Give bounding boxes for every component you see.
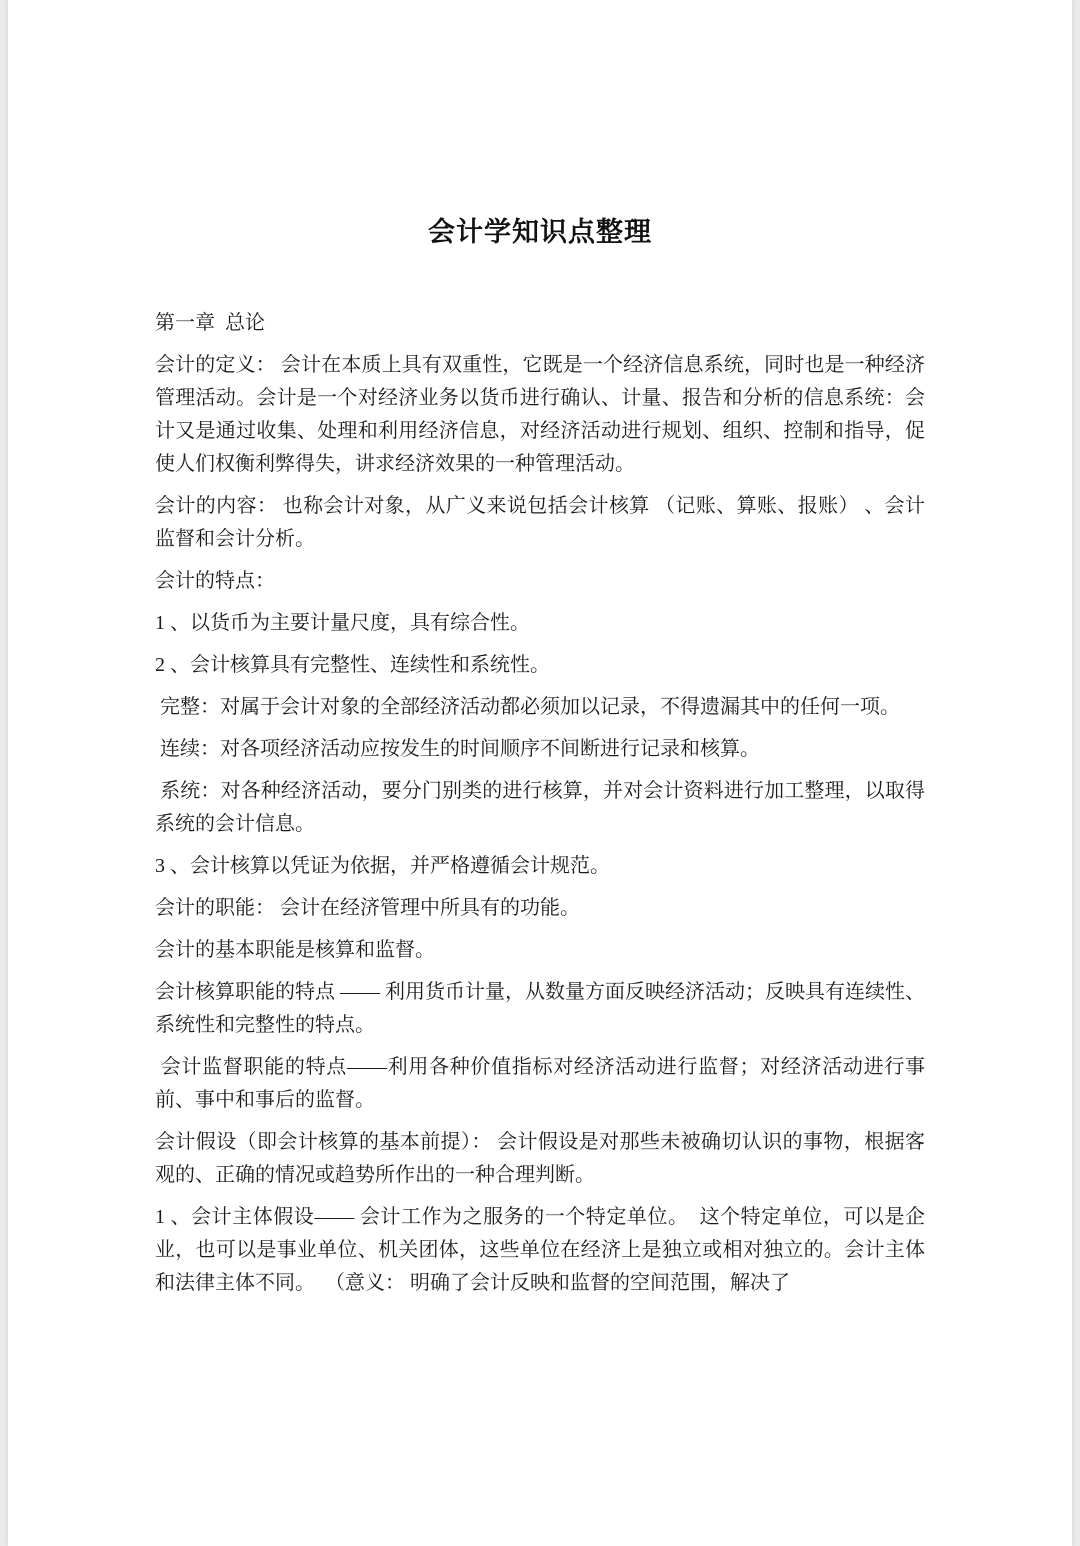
- paragraph-feature-1: 1 、以货币为主要计量尺度，具有综合性。: [155, 612, 530, 634]
- document-page: [8, 0, 1072, 1546]
- paragraph-checking-function: 会计核算职能的特点 —— 利用货币计量，从数量方面反映经济活动；反映具有连续性、系统性和完整性的特点。: [155, 981, 925, 1036]
- paragraph-accounting-functions: 会计的职能： 会计在经济管理中所具有的功能。: [155, 897, 580, 919]
- document-title: 会计学知识点整理: [428, 217, 652, 247]
- paragraph-accounting-assumptions: 会计假设（即会计核算的基本前提）： 会计假设是对那些未被确切认识的事物，根据客观的、正确的情况或趋势所作出的一种合理判断。: [155, 1131, 925, 1186]
- paragraph-accounting-content: 会计的内容： 也称会计对象，从广义来说包括会计核算 （记账、算账、报账） 、会计监督和会计分析。: [155, 495, 925, 550]
- paragraph-completeness: 完整：对属于会计对象的全部经济活动都必须加以记录，不得遗漏其中的任何一项。: [155, 696, 900, 718]
- paragraph-basic-functions: 会计的基本职能是核算和监督。: [155, 939, 435, 961]
- paragraph-systematic: 系统：对各种经济活动，要分门别类的进行核算，并对会计资料进行加工整理，以取得系统的会计信息。: [155, 780, 926, 835]
- paragraph-accounting-definition: 会计的定义： 会计在本质上具有双重性，它既是一个经济信息系统，同时也是一种经济管理活动。会计是一个对经济业务以货币进行确认、计量、报告和分析的信息系统：会计又是通过收集、处理和利用经济信息，对经济活动进行规划、组织、控制和指导，促使人们权衡利弊得失，讲求经济效果的一种管理活动。: [155, 354, 925, 475]
- paragraph-accounting-features-heading: 会计的特点：: [155, 570, 275, 592]
- paragraph-entity-assumption: 1 、会计主体假设—— 会计工作为之服务的一个特定单位。 这个特定单位，可以是企业，也可以是事业单位、机关团体，这些单位在经济上是独立或相对独立的。会计主体和法律主体不同。 （意义： 明确了会计反映和监督的空间范围，解决了: [155, 1206, 925, 1294]
- paragraph-feature-3: 3 、会计核算以凭证为依据，并严格遵循会计规范。: [155, 855, 610, 877]
- paragraph-chapter-heading: 第一章 总论: [155, 312, 265, 334]
- paragraph-supervision-function: 会计监督职能的特点——利用各种价值指标对经济活动进行监督；对经济活动进行事前、事中和事后的监督。: [155, 1056, 926, 1111]
- paragraph-continuity: 连续：对各项经济活动应按发生的时间顺序不间断进行记录和核算。: [155, 738, 760, 760]
- paragraph-feature-2: 2 、会计核算具有完整性、连续性和系统性。: [155, 654, 550, 676]
